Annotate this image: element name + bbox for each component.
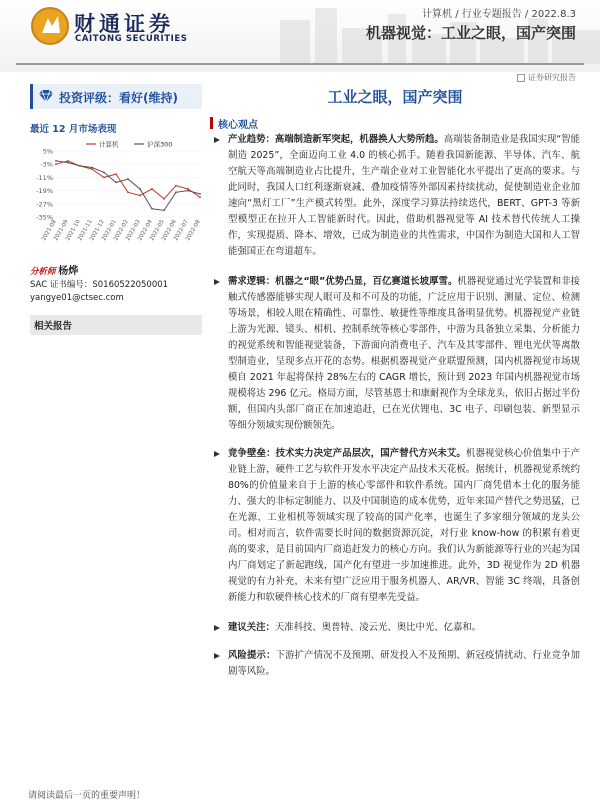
main-title: 工业之眼，国产突围 xyxy=(327,88,463,106)
key-point-lead: 建议关注： xyxy=(228,622,275,633)
y-tick-label: -3% xyxy=(40,160,53,169)
report-type-tag: 证券研究报告 xyxy=(517,72,576,83)
analyst-name: 杨烨 xyxy=(58,266,79,277)
data-point xyxy=(115,181,117,183)
related-reports-heading: 相关报告 xyxy=(30,315,202,335)
x-tick-label: 2021-10 xyxy=(65,219,82,242)
perf-title: 最近 12 月市场表现 xyxy=(30,124,117,135)
data-point xyxy=(55,163,57,165)
key-point-lead: 竞争壁垒：技术实力决定产品层次，国产替代方兴未艾。 xyxy=(228,448,466,459)
bullet-arrow-icon xyxy=(214,279,220,285)
x-tick-label: 2021-09 xyxy=(53,219,70,242)
logo-mark-icon xyxy=(30,6,70,46)
x-tick-label: 2022-04 xyxy=(137,219,154,242)
y-tick-label: -11% xyxy=(36,173,53,182)
data-point xyxy=(67,160,69,162)
data-point xyxy=(115,173,117,175)
report-header xyxy=(0,0,600,72)
data-point xyxy=(103,177,105,179)
data-point xyxy=(91,168,93,170)
data-point xyxy=(175,185,177,187)
footer-disclaimer: 请阅读最后一页的重要声明！ xyxy=(28,791,146,801)
header-divider xyxy=(16,63,584,65)
y-tick-label: 5% xyxy=(42,147,53,156)
key-point-lead: 风险提示： xyxy=(228,650,276,661)
key-point xyxy=(210,446,580,606)
data-point xyxy=(151,188,153,190)
data-point xyxy=(67,162,69,164)
key-point xyxy=(210,648,580,680)
key-point-text: 机器视觉核心价值集中于产业链上游，硬件工艺与软件开发水平决定产品技术天花板。据统计，机器视觉系统约 80%的价值量来自于上游的核心零部件和软件系统。国内厂商凭借本土化的服务能力、强大的非标定制能力、以及中国制造的成本优势，近年来国产替代之势迅猛，已在光源、工业相机等领域实现了较高的国产化率，也诞生了多家细分领域的龙头公司。相对而言，软件需要长时间的数据资源沉淀，对行业 know-how 的积累有着更高的要求，是目前国内厂商追赶发力的核心方向。我们认为新能源等行业的兴起为国内厂商划定了新起跑线，国产化有望进一步加速推进。此外，3D 视觉作为 2D 机器视觉的有力补充，未来有望广泛应用于服务机器人、AR/VR、智能 3C 终端，具备创新能力和软硬件核心技术的厂商有望率先受益。 xyxy=(228,448,580,603)
rating-text: 投资评级：看好(维持) xyxy=(59,91,178,105)
diamond-icon xyxy=(39,90,53,102)
x-tick-label: 2021-11 xyxy=(77,219,94,242)
y-tick-label: -27% xyxy=(36,200,53,209)
sidebar xyxy=(30,84,202,335)
data-point xyxy=(163,210,165,212)
analyst-block xyxy=(30,265,202,305)
data-point xyxy=(175,191,177,193)
bullet-arrow-icon xyxy=(214,625,220,631)
x-tick-label: 2022-03 xyxy=(125,219,142,242)
key-points-heading xyxy=(210,114,580,132)
data-point xyxy=(127,178,129,180)
key-point-text: 下游扩产情况不及预期、研发投入不及预期、新冠疫情扰动、行业竞争加剧等风险。 xyxy=(228,650,580,677)
report-meta: 计算机 / 行业专题报告 / 2022.8.3 xyxy=(422,9,576,20)
key-point-text: 高端装备制造业是我国实现“智能制造 2025”，全面迈向工业 4.0 的核心抓手。随着我国新能源、半导体、汽车、航空航天等高端制造业占比提升，生产端企业对工业智能化水平提出了更高的要求。与此同时，我国人口红利逐渐衰减、叠加疫情等外部因素持续扰动，促使制造业企业加速向“黑灯工厂”生产模式转型。此外，深度学习算法持续迭代，BERT、GPT-3 等新型模型正在拉开人工智能新时代。因此，借助机器视觉等 AI 技术替代传统人工操作，实现提质、降本、增效，已成为制造业的共性需求，中国作为制造大国和人工智能强国正在弯道超车。 xyxy=(228,134,580,257)
market-chart-svg xyxy=(30,139,202,259)
logo-en: CAITONG SECURITIES xyxy=(75,34,188,44)
market-chart xyxy=(30,139,202,259)
x-tick-label: 2021-08 xyxy=(41,219,58,242)
bullet-arrow-icon xyxy=(214,653,220,659)
data-point xyxy=(55,160,57,162)
company-logo xyxy=(30,6,200,50)
key-point-lead: 需求逻辑：机器之“眼”优势凸显，百亿赛道长坡厚雪。 xyxy=(228,276,458,287)
x-tick-label: 2022-02 xyxy=(113,219,130,242)
data-point xyxy=(139,188,141,190)
data-point xyxy=(103,172,105,174)
key-point-lead: 产业趋势：高端制造新军突起，机器换人大势所趋。 xyxy=(228,134,444,145)
y-tick-label: -19% xyxy=(36,187,53,196)
x-tick-label: 2022-08 xyxy=(185,219,202,242)
key-point xyxy=(210,132,580,260)
key-point-text: 天准科技、奥普特、凌云光、奥比中光、亿嘉和。 xyxy=(274,622,482,633)
data-point xyxy=(79,165,81,167)
series-line xyxy=(56,161,200,211)
logo-cn: 财通证券 xyxy=(74,12,174,36)
x-tick-label: 2022-05 xyxy=(149,219,166,242)
key-point-text: 机器视觉通过光学装置和非接触式传感器能够实现人眼可及和不可及的功能，广泛应用于识别、测量、定位、检测等场景，相较人眼在精确性、可靠性、敏捷性等维度具备明显优势。机器视觉产业链上游为光源、镜头、相机、控制系统等核心零部件，中游为具备独立采集、分析能力的视觉系统和智能视觉装备，下游面向消费电子、汽车及其零部件、锂电光伏等离散型制造业，呈现多点开花的态势。根据机器视觉产业联盟预测，国内机器视觉市场规模自 2021 年起将保持 28%左右的 CAGR 增长，预计到 2023 年国内机器视觉市场规模将达 296 亿元。格局方面，尽管基恩士和康耐视作为全球龙头，依旧占据过半份额，但国内头部厂商正在加速追赶，已在光伏锂电、3C 电子、印刷包装、新型显示等细分领域实现份额领先。 xyxy=(228,276,580,431)
rating-box xyxy=(30,84,202,109)
analyst-label: 分析师 xyxy=(30,267,56,277)
data-point xyxy=(199,196,201,198)
data-point xyxy=(163,198,165,200)
report-header-title: 机器视觉：工业之眼，国产突围 xyxy=(365,24,576,42)
key-point xyxy=(210,274,580,434)
legend-label: 沪深300 xyxy=(147,140,173,149)
data-point xyxy=(199,193,201,195)
doc-icon xyxy=(517,74,525,82)
data-point xyxy=(187,190,189,192)
x-tick-label: 2021-12 xyxy=(89,219,106,242)
data-point xyxy=(151,208,153,210)
data-point xyxy=(139,195,141,197)
key-points-title: 核心观点 xyxy=(218,120,258,131)
data-point xyxy=(187,188,189,190)
main-content xyxy=(210,84,580,680)
data-point xyxy=(91,167,93,169)
key-points-list xyxy=(210,132,580,680)
heading-marker xyxy=(210,117,213,129)
x-tick-label: 2022-01 xyxy=(101,219,118,242)
bullet-arrow-icon xyxy=(214,451,220,457)
x-tick-label: 2022-06 xyxy=(161,219,178,242)
y-tick-label: -35% xyxy=(36,213,53,222)
legend-label: 计算机 xyxy=(99,140,119,149)
key-point xyxy=(210,620,580,636)
sac-number: SAC 证书编号：S0160522050001 xyxy=(30,280,169,290)
x-tick-label: 2022-07 xyxy=(173,219,190,242)
analyst-email[interactable]: yangye01@ctsec.com xyxy=(30,293,124,303)
bullet-arrow-icon xyxy=(214,137,220,143)
data-point xyxy=(127,191,129,193)
